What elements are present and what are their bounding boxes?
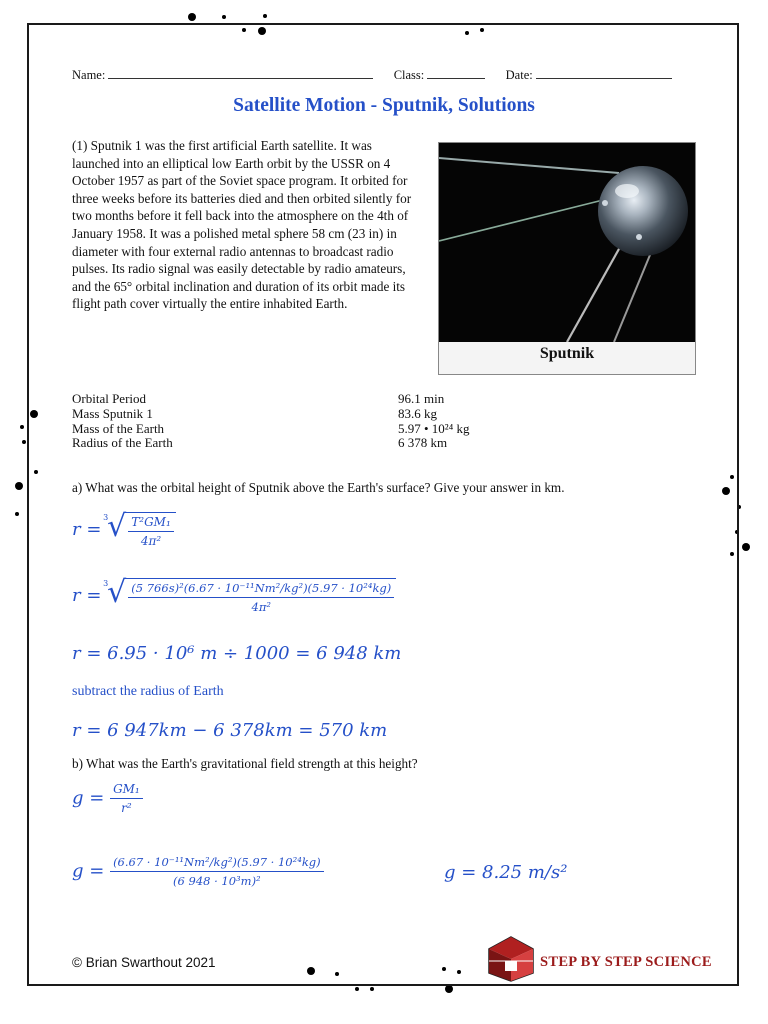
numerator: GM₁	[110, 782, 143, 799]
data-value: 5.97 • 10²⁴ kg	[398, 420, 470, 436]
data-value: 96.1 min	[398, 391, 445, 406]
data-value: 83.6 kg	[398, 405, 437, 421]
data-row	[72, 392, 492, 407]
sputnik-figure	[438, 142, 696, 375]
data-value: 6 378 km	[398, 435, 448, 451]
equation-b1	[72, 782, 143, 815]
class-label: Class:	[393, 68, 425, 82]
date-label: Date:	[505, 68, 533, 82]
equation-a2	[72, 575, 396, 614]
root-index: 3	[103, 513, 109, 522]
root-index: 3	[103, 579, 109, 588]
fraction	[128, 515, 174, 548]
decor-dot	[15, 512, 19, 516]
data-label: Mass of the Earth	[72, 420, 165, 436]
equation-a3: r = 6.95 · 10⁶ m ÷ 1000 = 6 948 km	[72, 643, 402, 664]
name-field[interactable]	[108, 66, 373, 79]
answer-b: g = 8.25 m/s²	[444, 862, 568, 883]
numerator: (6.67 · 10⁻¹¹Nm²/kg²)(5.97 · 10²⁴kg)	[110, 855, 324, 872]
worksheet-header	[72, 66, 712, 83]
question-b: b) What was the Earth's gravitational field strength at this height?	[72, 756, 418, 771]
data-row	[72, 422, 492, 437]
denominator: r²	[121, 801, 132, 815]
equation-a4: r = 6 947km − 6 378km = 570 km	[72, 720, 388, 741]
equation-b2	[72, 855, 324, 888]
decor-dot	[370, 987, 374, 991]
denominator: 4π²	[140, 534, 162, 548]
decor-dot	[263, 14, 267, 18]
page-title: Satellite Motion - Sputnik, Solutions	[233, 95, 535, 116]
question-a: a) What was the orbital height of Sputnik above the Earth's surface? Give your answer in km.	[72, 480, 565, 495]
data-label: Orbital Period	[72, 391, 147, 406]
numerator: (5 766s)²(6.67 · 10⁻¹¹Nm²/kg²)(5.97 · 10²⁴kg)	[128, 581, 394, 598]
sputnik-photo	[439, 143, 695, 342]
denominator: (6 948 · 10³m)²	[173, 874, 261, 888]
intro-paragraph: (1) Sputnik 1 was the first artificial Earth satellite. It was launched into an elliptical low Earth orbit by the USSR on 4 October 1957 as part of the Soviet space program. It orbited for three weeks before its batteries died and then orbited silently for two months before it fell back into the atmosphere on the 4th of January 1958. It was a polished metal sphere 58 cm (23 in) in diameter with four external radio antennas to broadcast radio pulses. Its radio signal was easily detectable by radio amateurs, and the 65° orbital inclination and duration of its orbit made its flight path cover virtually the entire inhabited Earth.	[72, 138, 412, 312]
decor-dot	[15, 482, 23, 490]
denominator: 4π²	[251, 600, 272, 614]
solution-note: subtract the radius of Earth	[72, 684, 224, 699]
decor-dot	[222, 15, 226, 19]
equation-lhs: r =	[72, 519, 102, 540]
decor-dot	[445, 985, 453, 993]
cube-root	[103, 509, 176, 548]
decor-dot	[188, 13, 196, 21]
decor-dot	[20, 425, 24, 429]
class-field[interactable]	[427, 66, 485, 79]
data-row	[72, 407, 492, 422]
brand-name: STEP BY STEP SCIENCE	[540, 954, 712, 970]
root-body	[126, 578, 396, 614]
given-data-table	[72, 392, 492, 451]
decor-dot	[355, 987, 359, 991]
data-label: Mass Sputnik 1	[72, 405, 153, 421]
decor-dot	[22, 440, 26, 444]
photo-caption: Sputnik	[539, 345, 595, 362]
fraction	[128, 581, 394, 614]
equation-lhs: r =	[72, 585, 102, 606]
cube-root	[103, 575, 396, 614]
equation-lhs: g =	[72, 860, 105, 882]
fraction	[110, 855, 324, 888]
date-field[interactable]	[536, 66, 672, 79]
radical-sign: √ 3	[103, 575, 127, 610]
name-label: Name:	[72, 68, 106, 82]
copyright-text: © Brian Swarthout 2021	[72, 955, 216, 970]
data-label: Radius of the Earth	[72, 435, 173, 451]
decor-dot	[742, 543, 750, 551]
numerator: T²GM₁	[128, 515, 174, 532]
fraction	[110, 782, 143, 815]
equation-a1	[72, 509, 176, 548]
step-logo-icon	[487, 935, 535, 983]
equation-lhs: g =	[72, 787, 105, 809]
radical-sign: √ 3	[103, 509, 127, 544]
root-body	[126, 512, 176, 548]
data-row	[72, 436, 492, 451]
